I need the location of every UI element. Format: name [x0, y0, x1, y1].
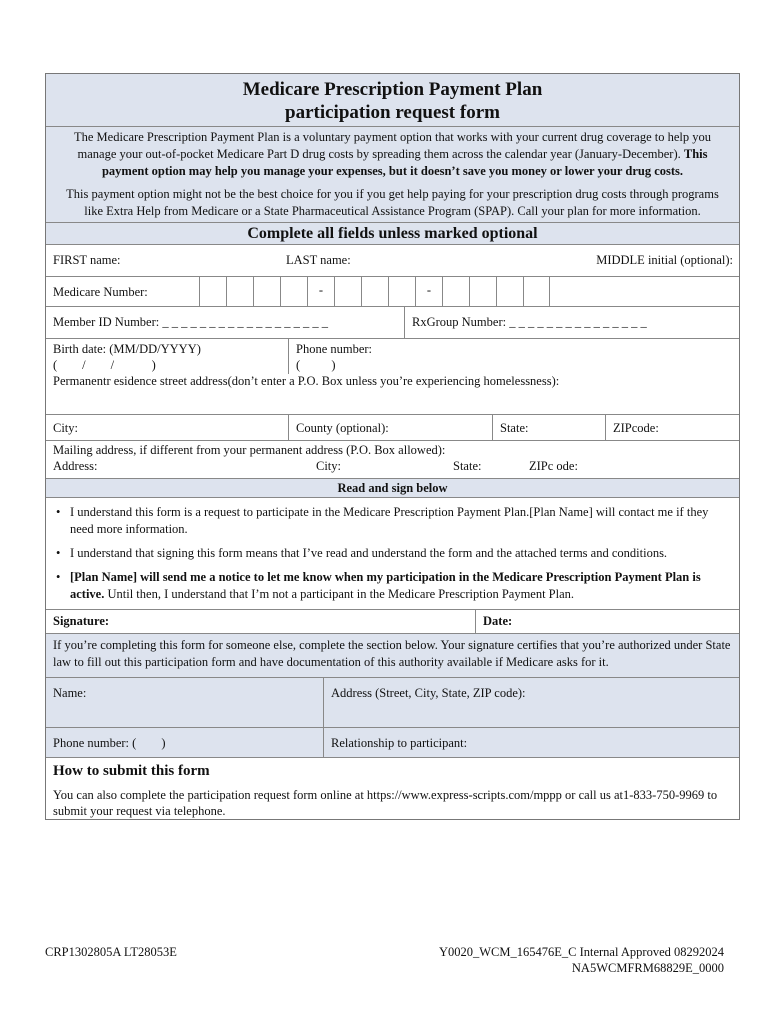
permanent-address-field[interactable]	[46, 374, 739, 414]
rxgroup-field[interactable]	[404, 307, 739, 338]
mailing-address-section	[46, 441, 739, 478]
medicare-digit-box[interactable]	[280, 277, 307, 306]
form-header	[46, 74, 739, 222]
medicare-digit-box[interactable]	[442, 277, 469, 306]
mailing-zip-label[interactable]: ZIPc ode:	[529, 459, 578, 473]
medicare-digit-separator: -	[307, 277, 334, 306]
birth-date-field[interactable]	[46, 339, 288, 374]
last-name-label: LAST name:	[286, 253, 351, 267]
representative-name-row	[46, 677, 739, 727]
middle-initial-field[interactable]	[532, 250, 739, 271]
permanent-address-row	[46, 374, 739, 414]
rep-phone-label: Phone number: ( )	[53, 736, 166, 750]
city-field[interactable]	[46, 415, 288, 440]
mailing-city-label[interactable]: City:	[316, 459, 342, 473]
rep-name-label: Name:	[53, 686, 87, 700]
state-label: State:	[500, 421, 529, 435]
intro-p1-bold: This payment option may help you manage your expenses, but it doesn’t save you money or lower your drug costs.	[101, 147, 708, 178]
acknowledgement-item-1: • I understand this form is a request to participate in the Medicare Prescription Payment Plan.[Plan Name] will contact me if they need more information.	[70, 504, 727, 538]
rep-address-label: Address (Street, City, State, ZIP code):	[331, 686, 526, 700]
medicare-digit-box[interactable]	[388, 277, 415, 306]
intro-p1-plain: The Medicare Prescription Payment Plan is a voluntary payment option that works with your current drug coverage to help you manage your out-of-pocket Medicare Part D drug costs by spreading them across the calendar year (January-December).	[74, 130, 711, 161]
medicare-number-label: Medicare Number:	[53, 285, 148, 299]
representative-note: If you’re completing this form for someone else, complete the section below. Your signature certifies that you’re authorized under State law to fill out this participation form and have documentation of this authority available if Medicare asks for it.	[53, 638, 731, 669]
signature-row	[46, 609, 739, 633]
member-id-row	[46, 306, 739, 338]
rxgroup-label: RxGroup Number: _ _ _ _ _ _ _ _ _ _ _ _ _ _ _	[412, 315, 647, 329]
county-field[interactable]	[288, 415, 492, 440]
permanent-address-label: Permanentr esidence street address(don’t enter a P.O. Box unless you’re experiencing homelessness):	[53, 374, 560, 388]
representative-note-row	[46, 633, 739, 677]
date-field[interactable]	[475, 610, 739, 633]
phone-mask: ( )	[296, 358, 336, 372]
acknowledgement-item-3-plain: Until then, I understand that I’m not a participant in the Medicare Prescription Payment Plan.	[104, 587, 575, 601]
birth-phone-row	[46, 338, 739, 374]
rep-phone-field[interactable]	[46, 728, 323, 757]
last-name-field[interactable]	[279, 250, 532, 271]
acknowledgement-list	[46, 498, 739, 609]
rep-address-field[interactable]	[323, 678, 739, 727]
footer-left-code: CRP1302805A LT28053E	[45, 945, 177, 959]
city-label: City:	[53, 421, 79, 435]
relationship-field[interactable]	[323, 728, 739, 757]
form-title	[46, 74, 739, 126]
footer-approval-code: Y0020_WCM_165476E_C Internal Approved 08292024	[438, 945, 724, 959]
how-to-submit-row	[46, 757, 739, 819]
medicare-digit-box[interactable]	[199, 277, 226, 306]
mailing-address-row	[46, 440, 739, 478]
medicare-digit-box[interactable]	[496, 277, 523, 306]
medicare-number-row	[46, 276, 739, 306]
birth-date-label: Birth date: (MM/DD/YYYY)	[53, 342, 201, 356]
form-title-line2: participation request form	[285, 102, 500, 123]
county-label: County (optional):	[296, 421, 389, 435]
medicare-digit-box[interactable]	[469, 277, 496, 306]
phone-field[interactable]	[288, 339, 739, 374]
representative-phone-row	[46, 727, 739, 757]
medicare-number-boxes[interactable]	[199, 277, 550, 306]
medicare-digit-box[interactable]	[334, 277, 361, 306]
zip-label: ZIPcode:	[613, 421, 659, 435]
middle-initial-label: MIDDLE initial (optional):	[596, 253, 733, 267]
intro-paragraph-2: This payment option might not be the best choice for you if you get help paying for your prescription drug costs through programs like Extra Help from Medicare or a State Pharmaceutical Assistance Program (SPAP). Call your plan for more information.	[66, 187, 719, 218]
first-name-field[interactable]	[46, 250, 279, 271]
footer-form-code: NA5WCMFRM68829E_0000	[571, 961, 724, 975]
intro-paragraph-1	[60, 129, 725, 180]
member-id-label: Member ID Number: _ _ _ _ _ _ _ _ _ _ _ _ _ _ _ _ _ _	[53, 315, 328, 329]
first-name-label: FIRST name:	[53, 253, 121, 267]
phone-label: Phone number:	[296, 342, 373, 356]
form-title-line1: Medicare Prescription Payment Plan	[242, 79, 543, 100]
acknowledgement-item-3-bold: [Plan Name] will send me a notice to let me know when my participation in the Medicare Prescription Payment Plan is active.	[70, 570, 701, 601]
medicare-digit-box[interactable]	[253, 277, 280, 306]
how-to-submit-heading: How to submit this form	[53, 763, 210, 779]
participation-request-form	[45, 73, 740, 820]
acknowledgement-item-3	[70, 569, 727, 603]
complete-fields-heading-row	[46, 222, 739, 244]
acknowledgements-row	[46, 497, 739, 609]
complete-fields-heading: Complete all fields unless marked optional	[247, 225, 538, 242]
zip-field[interactable]	[605, 415, 739, 440]
mailing-state-label[interactable]: State:	[453, 459, 482, 473]
rep-name-field[interactable]	[46, 678, 323, 727]
date-label: Date:	[483, 614, 513, 628]
footer-right-codes	[439, 944, 724, 976]
medicare-digit-box[interactable]	[226, 277, 253, 306]
read-sign-heading: Read and sign below	[337, 481, 448, 495]
read-sign-heading-row	[46, 478, 739, 497]
member-id-field[interactable]	[46, 312, 404, 333]
mailing-address-label[interactable]: Address:	[53, 459, 98, 473]
medicare-digit-separator: -	[415, 277, 442, 306]
name-row	[46, 244, 739, 276]
submit-instructions: You can also complete the participation request form online at https://www.express-scripts.com/mppp or call us at1-833-750-9969 to submit your request via telephone.	[53, 788, 718, 818]
intro-section	[46, 126, 739, 222]
birth-date-mask: ( / / )	[53, 358, 156, 372]
acknowledgement-item-2: • I understand that signing this form means that I’ve read and understand the form and the attached terms and conditions.	[70, 545, 727, 562]
medicare-digit-box[interactable]	[523, 277, 550, 306]
mailing-address-note: Mailing address, if different from your permanent address (P.O. Box allowed):	[53, 443, 446, 457]
city-row	[46, 414, 739, 440]
signature-label: Signature:	[53, 614, 110, 628]
relationship-label: Relationship to participant:	[331, 736, 468, 750]
medicare-digit-box[interactable]	[361, 277, 388, 306]
state-field[interactable]	[492, 415, 605, 440]
mailing-address-fields	[53, 458, 732, 474]
signature-field[interactable]	[46, 611, 475, 632]
